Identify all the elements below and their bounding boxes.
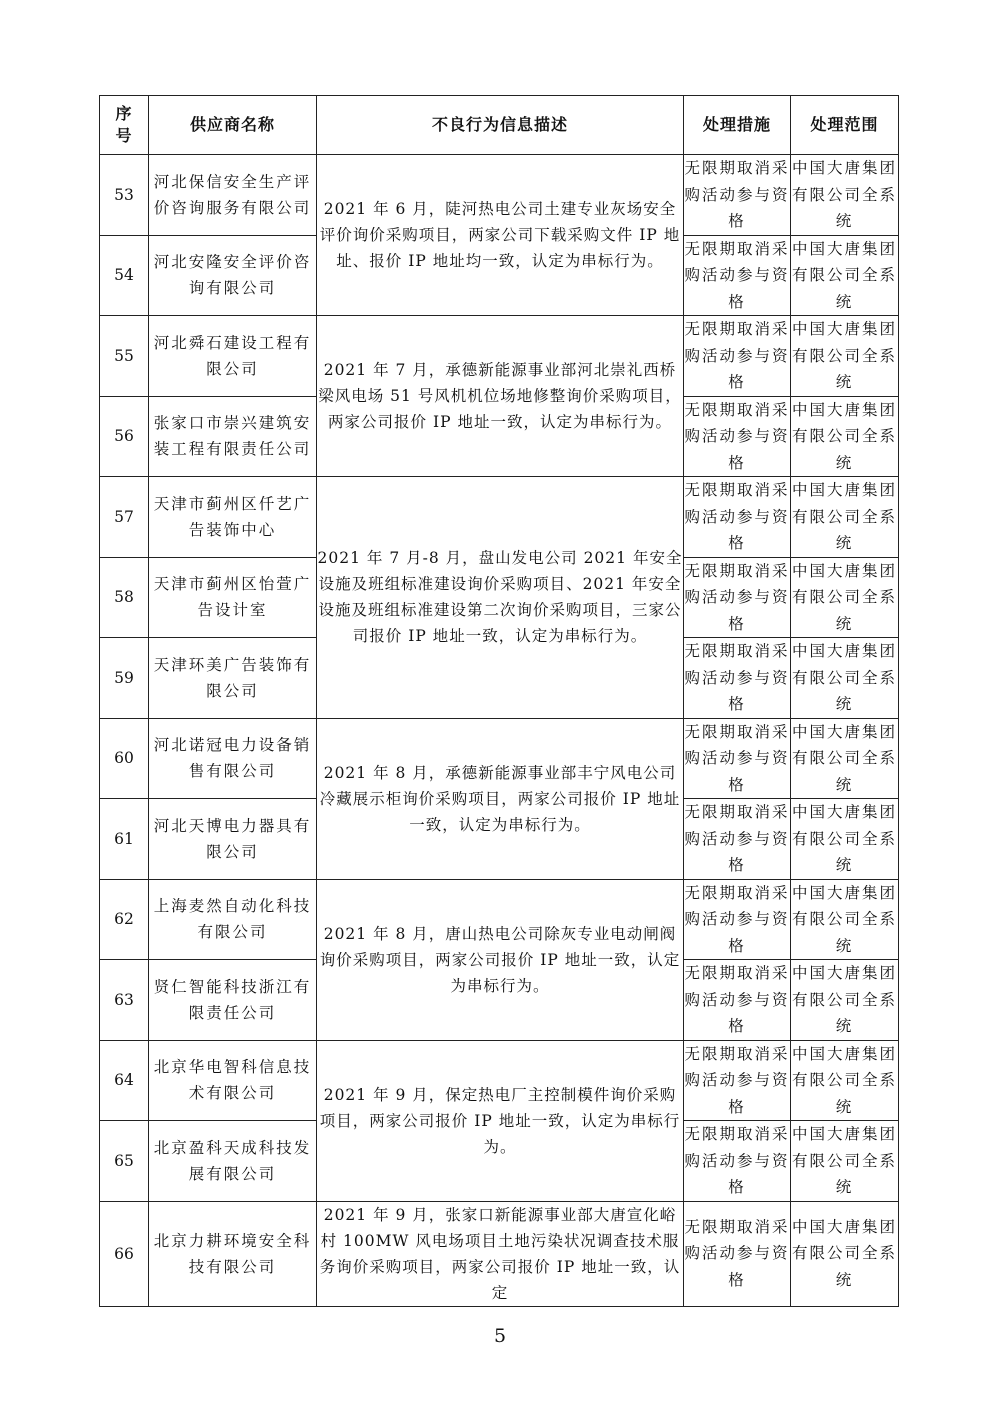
row-seq: 56 bbox=[100, 396, 149, 477]
penalty-scope: 中国大唐集团有限公司全系统 bbox=[791, 1040, 899, 1121]
header-seq: 序号 bbox=[100, 96, 149, 155]
penalty-measure: 无限期取消采购活动参与资格 bbox=[684, 235, 791, 316]
row-seq: 55 bbox=[100, 316, 149, 397]
penalty-scope: 中国大唐集团有限公司全系统 bbox=[791, 960, 899, 1041]
supplier-name: 河北诺冠电力设备销售有限公司 bbox=[149, 718, 317, 799]
row-seq: 63 bbox=[100, 960, 149, 1041]
page-number: 5 bbox=[493, 1325, 507, 1347]
supplier-name: 北京华电智科信息技术有限公司 bbox=[149, 1040, 317, 1121]
supplier-name: 河北保信安全生产评价咨询服务有限公司 bbox=[149, 155, 317, 236]
violation-description: 2021 年 9 月，保定热电厂主控制模件询价采购项目，两家公司报价 IP 地址一致，认定为串标行为。 bbox=[317, 1040, 684, 1201]
penalty-scope: 中国大唐集团有限公司全系统 bbox=[791, 799, 899, 880]
row-seq: 61 bbox=[100, 799, 149, 880]
penalty-scope: 中国大唐集团有限公司全系统 bbox=[791, 557, 899, 638]
row-seq: 65 bbox=[100, 1121, 149, 1202]
row-seq: 53 bbox=[100, 155, 149, 236]
supplier-name: 河北天博电力器具有限公司 bbox=[149, 799, 317, 880]
supplier-name: 河北安隆安全评价咨询有限公司 bbox=[149, 235, 317, 316]
table-header-row bbox=[100, 96, 899, 155]
penalty-measure: 无限期取消采购活动参与资格 bbox=[684, 879, 791, 960]
supplier-name: 北京力耕环境安全科技有限公司 bbox=[149, 1201, 317, 1306]
row-seq: 54 bbox=[100, 235, 149, 316]
penalty-measure: 无限期取消采购活动参与资格 bbox=[684, 718, 791, 799]
penalty-measure: 无限期取消采购活动参与资格 bbox=[684, 477, 791, 558]
table-row bbox=[100, 477, 899, 558]
table-row bbox=[100, 316, 899, 397]
penalty-measure: 无限期取消采购活动参与资格 bbox=[684, 396, 791, 477]
table-row bbox=[100, 1201, 899, 1306]
supplier-name: 上海麦然自动化科技有限公司 bbox=[149, 879, 317, 960]
supplier-name: 天津环美广告装饰有限公司 bbox=[149, 638, 317, 719]
penalty-measure: 无限期取消采购活动参与资格 bbox=[684, 316, 791, 397]
violation-description: 2021 年 9 月，张家口新能源事业部大唐宣化峪村 100MW 风电场项目土地污染状况调查技术服务询价采购项目，两家公司报价 IP 地址一致，认定 bbox=[317, 1201, 684, 1306]
violation-description: 2021 年 8 月，唐山热电公司除灰专业电动闸阀询价采购项目，两家公司报价 IP 地址一致，认定为串标行为。 bbox=[317, 879, 684, 1040]
row-seq: 66 bbox=[100, 1201, 149, 1306]
penalty-measure: 无限期取消采购活动参与资格 bbox=[684, 799, 791, 880]
table-row bbox=[100, 1040, 899, 1121]
penalty-scope: 中国大唐集团有限公司全系统 bbox=[791, 1121, 899, 1202]
penalty-scope: 中国大唐集团有限公司全系统 bbox=[791, 1201, 899, 1306]
header-description: 不良行为信息描述 bbox=[317, 96, 684, 155]
supplier-name: 张家口市崇兴建筑安装工程有限责任公司 bbox=[149, 396, 317, 477]
supplier-name: 天津市蓟州区仟艺广告装饰中心 bbox=[149, 477, 317, 558]
penalty-measure: 无限期取消采购活动参与资格 bbox=[684, 1040, 791, 1121]
penalty-scope: 中国大唐集团有限公司全系统 bbox=[791, 316, 899, 397]
penalty-scope: 中国大唐集团有限公司全系统 bbox=[791, 155, 899, 236]
row-seq: 59 bbox=[100, 638, 149, 719]
row-seq: 58 bbox=[100, 557, 149, 638]
row-seq: 60 bbox=[100, 718, 149, 799]
row-seq: 64 bbox=[100, 1040, 149, 1121]
table-row bbox=[100, 718, 899, 799]
penalty-scope: 中国大唐集团有限公司全系统 bbox=[791, 638, 899, 719]
violation-description: 2021 年 7 月-8 月，盘山发电公司 2021 年安全设施及班组标准建设询价采购项目、2021 年安全设施及班组标准建设第二次询价采购项目，三家公司报价 IP 地址一致，认定为串标行为。 bbox=[317, 477, 684, 719]
penalty-table bbox=[99, 95, 899, 1307]
penalty-measure: 无限期取消采购活动参与资格 bbox=[684, 960, 791, 1041]
header-supplier: 供应商名称 bbox=[149, 96, 317, 155]
penalty-measure: 无限期取消采购活动参与资格 bbox=[684, 638, 791, 719]
penalty-scope: 中国大唐集团有限公司全系统 bbox=[791, 477, 899, 558]
supplier-name: 北京盈科天成科技发展有限公司 bbox=[149, 1121, 317, 1202]
table-row bbox=[100, 155, 899, 236]
violation-description: 2021 年 8 月，承德新能源事业部丰宁风电公司冷藏展示柜询价采购项目，两家公司报价 IP 地址一致，认定为串标行为。 bbox=[317, 718, 684, 879]
row-seq: 57 bbox=[100, 477, 149, 558]
header-measure: 处理措施 bbox=[684, 96, 791, 155]
header-scope: 处理范围 bbox=[791, 96, 899, 155]
penalty-measure: 无限期取消采购活动参与资格 bbox=[684, 557, 791, 638]
supplier-name: 河北舜石建设工程有限公司 bbox=[149, 316, 317, 397]
penalty-scope: 中国大唐集团有限公司全系统 bbox=[791, 396, 899, 477]
penalty-measure: 无限期取消采购活动参与资格 bbox=[684, 155, 791, 236]
supplier-name: 天津市蓟州区怡萱广告设计室 bbox=[149, 557, 317, 638]
violation-description: 2021 年 7 月，承德新能源事业部河北崇礼西桥梁风电场 51 号风机机位场地修整询价采购项目，两家公司报价 IP 地址一致，认定为串标行为。 bbox=[317, 316, 684, 477]
supplier-name: 贤仁智能科技浙江有限责任公司 bbox=[149, 960, 317, 1041]
penalty-scope: 中国大唐集团有限公司全系统 bbox=[791, 718, 899, 799]
row-seq: 62 bbox=[100, 879, 149, 960]
penalty-scope: 中国大唐集团有限公司全系统 bbox=[791, 235, 899, 316]
penalty-measure: 无限期取消采购活动参与资格 bbox=[684, 1121, 791, 1202]
violation-description: 2021 年 6 月，陡河热电公司土建专业灰场安全评价询价采购项目，两家公司下载采购文件 IP 地址、报价 IP 地址均一致，认定为串标行为。 bbox=[317, 155, 684, 316]
penalty-measure: 无限期取消采购活动参与资格 bbox=[684, 1201, 791, 1306]
table-row bbox=[100, 879, 899, 960]
penalty-scope: 中国大唐集团有限公司全系统 bbox=[791, 879, 899, 960]
